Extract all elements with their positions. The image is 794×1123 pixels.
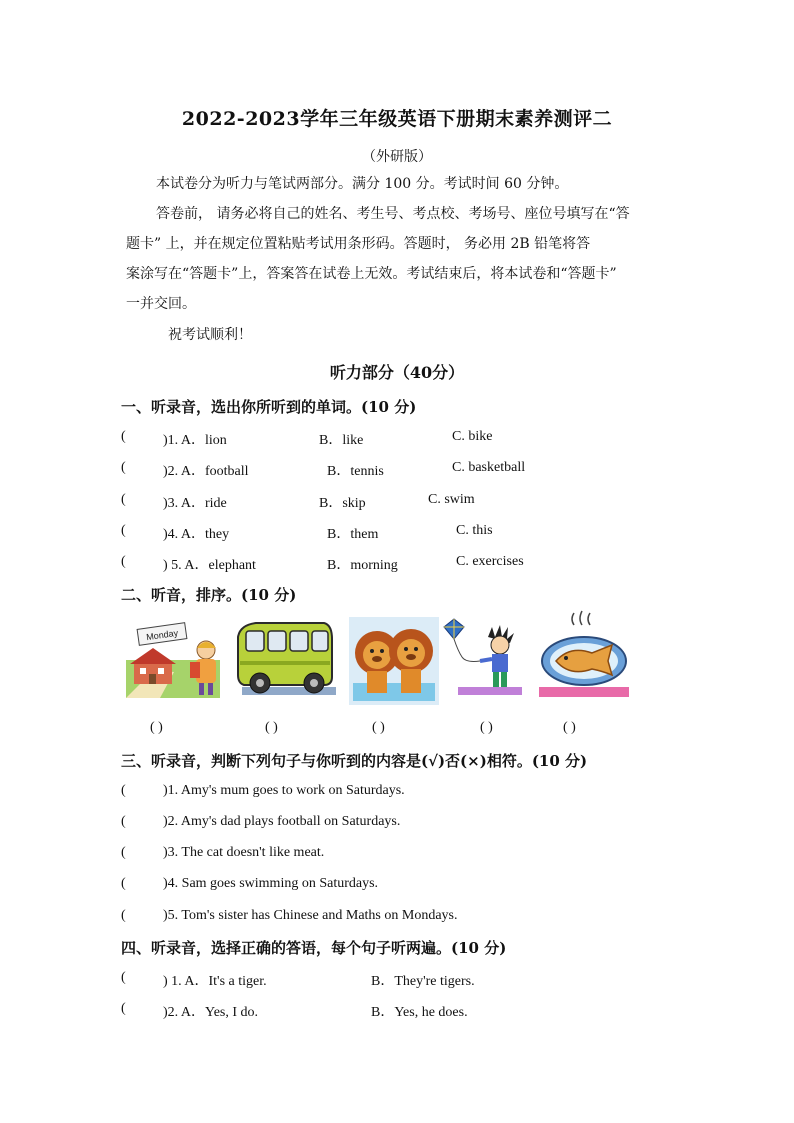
intro-line-2: 答卷前， 请务必将自己的姓名、考生号、考点校、考场号、座位号填写在“答: [156, 206, 630, 222]
intro-line-3: 题卡” 上，并在规定位置粘贴考试用条形码。答题时， 务必用 2B 铅笔将答: [126, 236, 591, 252]
s1-q2-option-c: C. basketball: [452, 460, 526, 475]
s4-q2-option-a: )2. A．Yes, I do.: [163, 1005, 259, 1020]
section3-title: 三、听录音，判断下列句子与你听到的内容是(√)否(×)相符。(10 分): [121, 752, 588, 770]
s4-q1-option-b: B．They're tigers.: [371, 974, 475, 989]
s1-q3-option-a: )3. A．ride: [163, 496, 227, 511]
s1-q1-option-a: )1. A．lion: [163, 433, 227, 448]
s1-q5-bracket: (: [121, 554, 126, 569]
s3-q3-bracket: (: [121, 845, 126, 860]
lions-picture: [349, 617, 439, 705]
boy-kite-picture: [440, 617, 528, 697]
order-bracket-2[interactable]: ( ): [265, 720, 278, 735]
s3-q4-bracket: (: [121, 876, 126, 891]
monday-school-picture: [124, 622, 222, 700]
s1-q5-option-c: C. exercises: [456, 554, 524, 569]
fish-picture: [536, 609, 632, 699]
s3-q5-text: )5. Tom's sister has Chinese and Maths on Mondays.: [163, 908, 458, 923]
order-bracket-1[interactable]: ( ): [150, 720, 163, 735]
s1-q4-option-a: )4. A．they: [163, 527, 230, 542]
order-bracket-5[interactable]: ( ): [563, 720, 576, 735]
s1-q1-bracket: (: [121, 429, 126, 444]
page-title: 2022-2023学年三年级英语下册期末素养测评二: [181, 108, 613, 130]
s1-q3-bracket: (: [121, 492, 126, 507]
order-bracket-3[interactable]: ( ): [372, 720, 385, 735]
s1-q1-option-b: B．like: [319, 433, 364, 448]
s1-q1-option-c: C. bike: [452, 429, 493, 444]
s3-q2-text: )2. Amy's dad plays football on Saturdays.: [163, 814, 401, 829]
s1-q4-option-b: B．them: [327, 527, 379, 542]
s3-q2-bracket: (: [121, 814, 126, 829]
s4-q2-bracket: (: [121, 1001, 126, 1016]
s4-q2-option-b: B．Yes, he does.: [371, 1005, 468, 1020]
s1-q2-option-b: B．tennis: [327, 464, 384, 479]
intro-line-4: 案涂写在“答题卡”上，答案答在试卷上无效。考试结束后，将本试卷和“答题卡”: [126, 266, 617, 282]
s1-q2-option-a: )2. A．football: [163, 464, 249, 479]
s1-q5-option-a: ) 5. A．elephant: [163, 558, 256, 573]
s1-q3-option-c: C. swim: [428, 492, 475, 507]
s4-q1-bracket: (: [121, 970, 126, 985]
s3-q3-text: )3. The cat doesn't like meat.: [163, 845, 325, 860]
s1-q4-bracket: (: [121, 523, 126, 538]
s1-q3-option-b: B．skip: [319, 496, 366, 511]
monday-label: Monday: [145, 627, 179, 643]
s3-q4-text: )4. Sam goes swimming on Saturdays.: [163, 876, 379, 891]
s3-q1-text: )1. Amy's mum goes to work on Saturdays.: [163, 783, 405, 798]
section2-title: 二、听音，排序。(10 分): [121, 586, 297, 604]
section1-title: 一、听录音，选出你所听到的单词。(10 分): [121, 398, 417, 416]
s1-q2-bracket: (: [121, 460, 126, 475]
s1-q5-option-b: B．morning: [327, 558, 398, 573]
s3-q5-bracket: (: [121, 908, 126, 923]
section4-title: 四、听录音，选择正确的答语，每个句子听两遍。(10 分): [121, 939, 507, 957]
bus-picture: [232, 617, 338, 699]
s1-q4-option-c: C. this: [456, 523, 493, 538]
intro-line-1: 本试卷分为听力与笔试两部分。满分 100 分。考试时间 60 分钟。: [156, 176, 569, 192]
listening-part-title: 听力部分（40分）: [329, 363, 465, 382]
intro-line-5: 一并交回。: [126, 296, 196, 312]
intro-wish: 祝考试顺利！: [168, 327, 252, 343]
order-bracket-4[interactable]: ( ): [480, 720, 493, 735]
page-subtitle: （外研版）: [362, 149, 432, 165]
s3-q1-bracket: (: [121, 783, 126, 798]
s4-q1-option-a: ) 1. A．It's a tiger.: [163, 974, 267, 989]
